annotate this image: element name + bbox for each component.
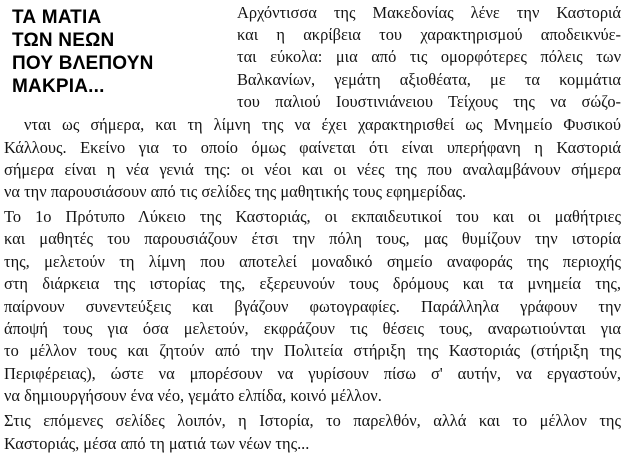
article-line: Κάλλους. Εκείνο για το οποίο όμως φαίνεται ότι είναι υπερήφανη η Καστοριά bbox=[4, 138, 621, 157]
article-line: και μαθητές του παρουσιάζουν έτσι την πόλη τους, μας θυμίζουν την ιστορία bbox=[4, 229, 621, 248]
article-line: στη διάρκεια της ιστορίας της, εξερευνούν τους δρόμους και τα μνημεία της, bbox=[4, 274, 621, 293]
article-line: του παλιού Ιουστινιάνειου Τείχους της να σώζο- bbox=[237, 92, 621, 111]
article-line: και η ακρίβεια του χαρακτηρισμού αποδεικνύε- bbox=[237, 25, 621, 44]
headline-line: ΤΩΝ ΝΕΩΝ bbox=[12, 30, 115, 51]
article-line: το μέλλον τους και ζητούν από την Πολιτεία στήριξη της Καστοριάς (στήριξη της bbox=[4, 341, 621, 360]
article-line: ται εύκολα: μια από τις ομορφότερες πόλεις των bbox=[237, 47, 621, 66]
headline-line: ΤΑ ΜΑΤΙΑ bbox=[12, 7, 102, 28]
article-line: Το 1ο Πρότυπο Λύκειο της Καστοριάς, οι εκπαιδευτικοί του και οι μαθήτριες bbox=[4, 207, 621, 226]
headline-line: ΜΑΚΡΙΑ... bbox=[12, 76, 105, 97]
article-line: της, μελετούν τη λίμνη που αποτελεί μοναδικό σημείο αναφοράς της περιοχής bbox=[4, 252, 621, 271]
article-line: άποψή τους για όσα μελετούν, εκφράζουν τις θέσεις τους, αναρωτιούνται για bbox=[4, 319, 621, 338]
article-line: Στις επόμενες σελίδες λοιπόν, η Ιστορία, το παρελθόν, αλλά και το μέλλον της bbox=[4, 411, 621, 430]
article-line: παίρνουν συνεντεύξεις και βγάζουν φωτογραφίες. Παράλληλα γράφουν την bbox=[4, 297, 621, 316]
article-line: νται ως σήμερα, και τη λίμνη της να έχει χαρακτηρισθεί ως Μνημείο Φυσικού bbox=[24, 115, 621, 134]
headline bbox=[12, 6, 222, 98]
article-line: σήμερα είναι η νέα γενιά της: οι νέοι και οι νέες της που αναλαμβάνουν σήμερα bbox=[4, 160, 621, 179]
headline-line: ΠΟΥ ΒΛΕΠΟΥΝ bbox=[12, 53, 154, 74]
article-line: Περιφέρειας), ώστε να μπορέσουν να γυρίσουν πίσω σ' αυτήν, να εργαστούν, bbox=[4, 364, 621, 383]
article-line: Καστοριάς, μέσα από τη ματιά των νέων της... bbox=[4, 434, 310, 453]
article-line: Βαλκανίων, γεμάτη αξιοθέατα, με τα κομμάτια bbox=[237, 70, 621, 89]
article-line: να δημιουργήσουν ένα νέο, γεμάτο ελπίδα, κοινό μέλλον. bbox=[4, 386, 382, 405]
article-line: Αρχόντισσα της Μακεδονίας λένε την Καστοριά bbox=[237, 3, 621, 22]
article-line: να την παρουσιάσουν από τις σελίδες της μαθητικής τους εφημερίδας. bbox=[4, 182, 467, 201]
